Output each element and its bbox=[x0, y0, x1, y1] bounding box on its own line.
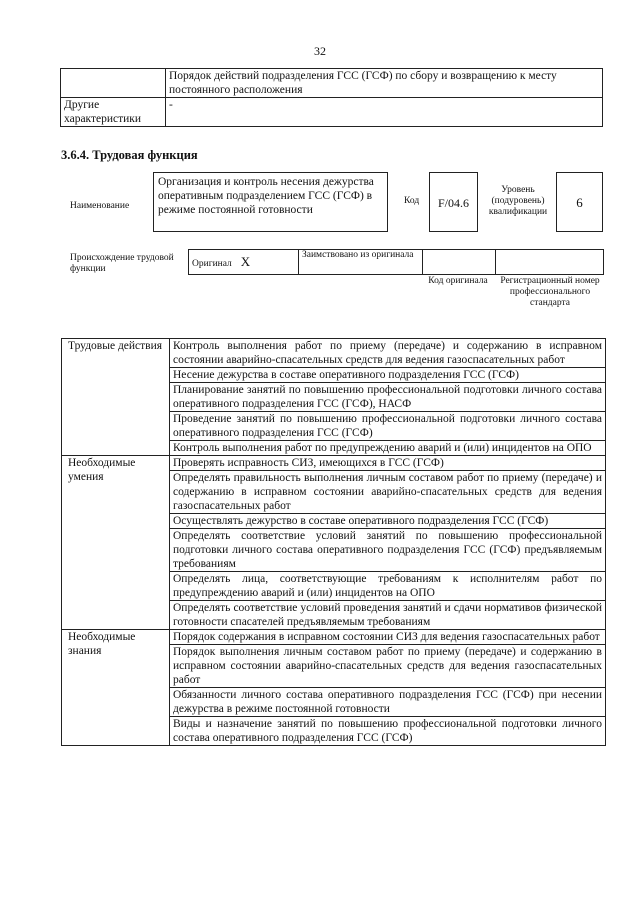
name-label: Наименование bbox=[70, 201, 130, 211]
reg-number-cell bbox=[496, 250, 604, 275]
original-cell bbox=[189, 250, 299, 275]
other-characteristics-value: - bbox=[166, 98, 603, 127]
origin-table bbox=[188, 249, 604, 275]
table-row bbox=[62, 456, 606, 471]
required-knowledge-label: Необходимые знания bbox=[62, 630, 170, 746]
level-value: 6 bbox=[556, 172, 603, 232]
list-item: Виды и назначение занятий по повышению профессиональной подготовки личного состава оперативного подразделения ГСС (ГСФ) bbox=[170, 717, 606, 746]
row-text: Порядок действий подразделения ГСС (ГСФ) по сбору и возвращению к месту постоянного расположения bbox=[166, 69, 603, 98]
list-item: Порядок выполнения личным составом работ по приему (передаче) и содержанию в исправном состоянии аварийно-спасательных средств для ведения газоспасательных работ bbox=[170, 645, 606, 688]
list-item: Проверять исправность СИЗ, имеющихся в ГСС (ГСФ) bbox=[170, 456, 606, 471]
code-value: F/04.6 bbox=[429, 172, 478, 232]
reg-number-label: Регистрационный номер профессионального стандарта bbox=[500, 276, 600, 308]
list-item: Обязанности личного состава оперативного подразделения ГСС (ГСФ) при несении дежурства в режиме постоянной готовности bbox=[170, 688, 606, 717]
table-row bbox=[62, 339, 606, 368]
code-label: Код bbox=[404, 196, 420, 206]
table-row bbox=[61, 69, 603, 98]
list-item: Определять соответствие условий занятий по повышению профессиональной подготовки личного состава оперативного подразделения ГСС (ГСФ) предъявляемым требованиям bbox=[170, 529, 606, 572]
page-number: 32 bbox=[314, 44, 326, 58]
original-mark: X bbox=[240, 253, 251, 269]
function-name: Организация и контроль несения дежурства оперативным подразделением ГСС (ГСФ) в режиме постоянной готовности bbox=[153, 172, 388, 232]
table-row bbox=[61, 98, 603, 127]
required-skills-label: Необходимые умения bbox=[62, 456, 170, 630]
code-original-label: Код оригинала bbox=[428, 276, 488, 286]
list-item: Определять соответствие условий проведения занятий и сдачи нормативов физической готовности спасателей предъявляемым требованиям bbox=[170, 601, 606, 630]
list-item: Несение дежурства в составе оперативного подразделения ГСС (ГСФ) bbox=[170, 368, 606, 383]
list-item: Проведение занятий по повышению профессиональной подготовки личного состава оперативного подразделения ГСС (ГСФ) bbox=[170, 412, 606, 441]
empty-cell bbox=[61, 69, 166, 98]
list-item: Планирование занятий по повышению профессиональной подготовки личного состава оперативного подразделения ГСС (ГСФ), НАСФ bbox=[170, 383, 606, 412]
list-item: Осуществлять дежурство в составе оперативного подразделения ГСС (ГСФ) bbox=[170, 514, 606, 529]
origin-label: Происхождение трудовой функции bbox=[70, 253, 174, 274]
list-item: Порядок содержания в исправном состоянии СИЗ для ведения газоспасательных работ bbox=[170, 630, 606, 645]
function-details-table bbox=[61, 338, 606, 746]
level-label: Уровень (подуровень) квалификации bbox=[488, 185, 548, 217]
list-item: Контроль выполнения работ по приему (передаче) и содержанию в исправном состоянии аварийно-спасательных средств для ведения газоспасательных работ bbox=[170, 339, 606, 368]
original-label: Оригинал bbox=[192, 258, 232, 269]
borrowed-label: Заимствовано из оригинала bbox=[299, 250, 423, 275]
table-row bbox=[62, 630, 606, 645]
list-item: Определять правильность выполнения личным составом работ по приему (передаче) и содержанию в исправном состоянии аварийно-спасательных средств для ведения газоспасательных работ bbox=[170, 471, 606, 514]
labor-actions-label: Трудовые действия bbox=[62, 339, 170, 456]
other-characteristics-label: Другие характеристики bbox=[61, 98, 166, 127]
continuation-table bbox=[60, 68, 603, 127]
list-item: Контроль выполнения работ по предупреждению аварий и (или) инцидентов на ОПО bbox=[170, 441, 606, 456]
section-title: 3.6.4. Трудовая функция bbox=[61, 148, 198, 162]
code-original-cell bbox=[423, 250, 496, 275]
list-item: Определять лица, соответствующие требованиям к исполнителям работ по предупреждению аварий и (или) инцидентов на ОПО bbox=[170, 572, 606, 601]
